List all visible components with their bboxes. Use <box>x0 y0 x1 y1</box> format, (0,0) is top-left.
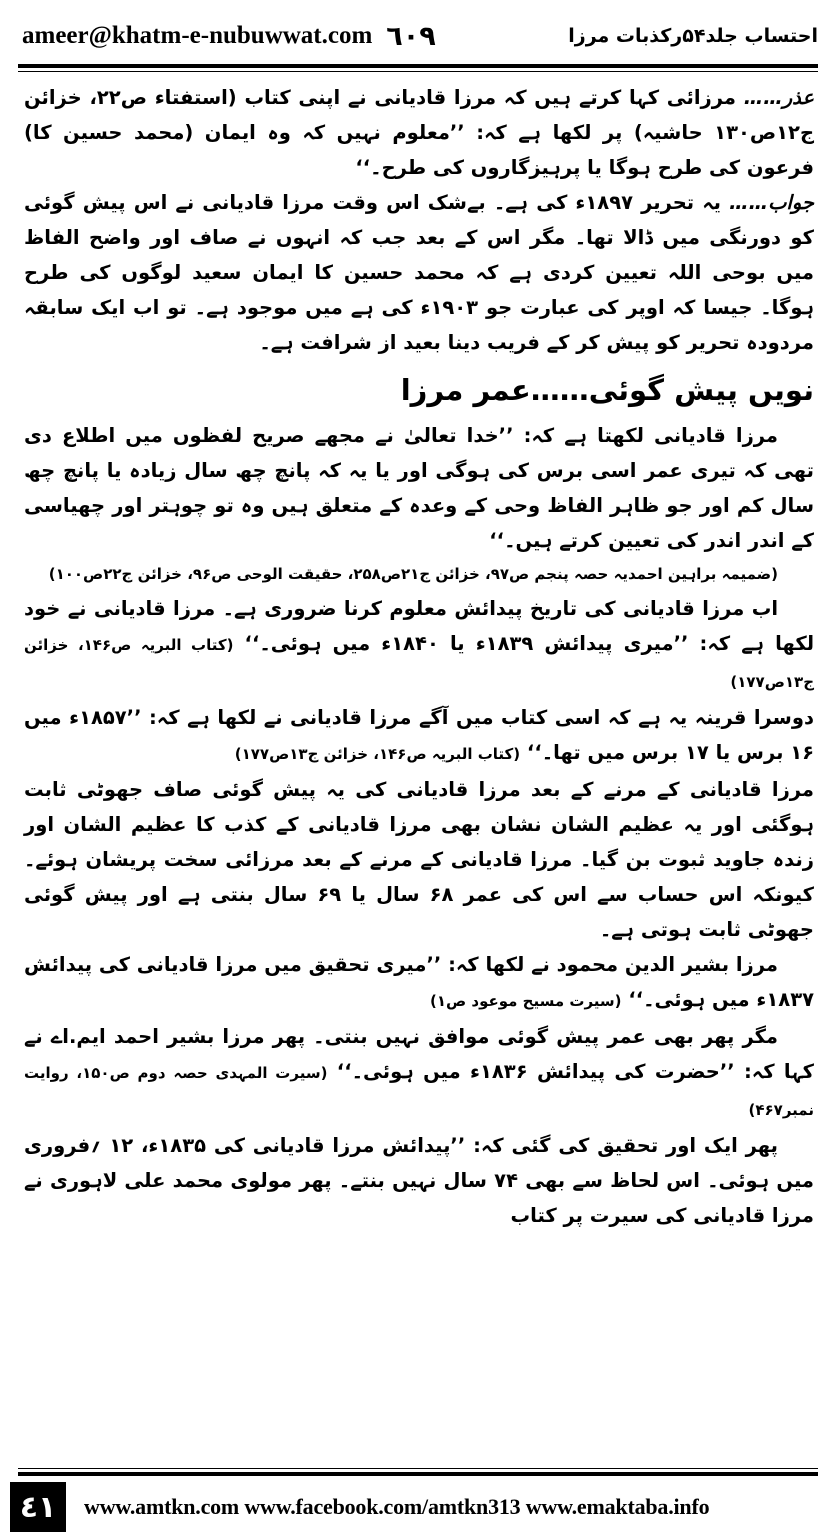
paragraph-second-evidence <box>24 700 814 772</box>
second-evidence-text: دوسرا قرینہ یہ ہے کہ اسی کتاب میں آگے مرزا قادیانی نے لکھا ہے کہ: ’’۱۸۵۷ء میں ۱۶ برس یا ۱۷ برس میں تھا۔‘‘ <box>24 706 814 764</box>
prophecy-reference: (ضمیمہ براہین احمدیہ حصہ پنجم ص۹۷، خزائن ج۲۱ص۲۵۸، حقیقت الوحی ص۹۶، خزائن ج۲۲ص۱۰۰) <box>48 565 778 583</box>
footer-folio: ٤١ <box>10 1482 66 1532</box>
paragraph-excuse <box>24 80 814 185</box>
birth-date-text: اب مرزا قادیانی کی تاریخ پیدائش معلوم کرنا ضروری ہے۔ مرزا قادیانی نے خود لکھا ہے کہ: ’’میری پیدائش ۱۸۳۹ء یا ۱۸۴۰ء میں ہوئی۔‘‘ <box>24 597 815 655</box>
paragraph-another-research <box>24 1128 814 1233</box>
footer-urls: www.amtkn.com www.facebook.com/amtkn313 www.emaktaba.info <box>84 1494 710 1519</box>
footer-rule <box>18 1468 818 1476</box>
answer-label: جواب…… <box>729 191 814 214</box>
header-book-title: احتساب جلد۵۴رکذبات مرزا <box>568 25 818 47</box>
after-death-text: مرزا قادیانی کے مرنے کے بعد مرزا قادیانی کی یہ پیش گوئی صاف جھوٹی ثابت ہوگئی اور یہ عظیم الشان نشان بھی مرزا قادیانی کے کذب کا عظیم الشان اور زندہ جاوید ثبوت بن گیا۔ مرزا قادیانی کے مرنے کے بعد مرزائی سخت پریشان ہوئے۔ کیونکہ اس حساب سے اس کی عمر ۶۸ سال یا ۶۹ سال بنتی ہے اور پیش گوئی جھوٹی ثابت ہوتی ہے۔ <box>24 778 815 941</box>
page-footer <box>0 1462 840 1540</box>
bashir-mahmood-reference: (سیرت مسیح موعود ص۱) <box>429 992 622 1010</box>
paragraph-after-death <box>24 772 814 947</box>
header-page-number: ٦٠٩ <box>386 20 436 52</box>
paragraph-answer <box>24 185 814 360</box>
prophecy-text: مرزا قادیانی لکھتا ہے کہ: ’’خدا تعالیٰ نے مجھے صریح لفظوں میں اطلاع دی تھی کہ تیری عمر اسی برس کی ہوگی اور یا یہ کہ پانچ چھ سال زیادہ یا پانچ چھ سال کم اور جو ظاہر الفاظ وحی کے وعدہ کے متعلق ہیں وہ تو چوہتر اور چھیاسی کے اندر اندر کی تعیین کرتے ہیں۔‘‘ <box>24 424 814 552</box>
second-evidence-reference: (کتاب البریہ ص۱۴۶، خزائن ج۱۳ص۱۷۷) <box>234 745 521 763</box>
paragraph-bashir-ahmad <box>24 1019 814 1128</box>
excuse-text: مرزائی کہا کرتے ہیں کہ مرزا قادیانی نے اپنی کتاب (استفتاء ص۲۲، خزائن ج۱۲ص۱۳۰ حاشیہ) پر لکھا ہے کہ: ’’معلوم نہیں کہ وہ ایمان (محمد حسین کا) فرعون کی طرح ہوگا یا پرہیزگاروں کی طرح۔‘‘ <box>24 86 814 179</box>
header-email: ameer@khatm-e-nubuwwat.com <box>22 22 373 49</box>
answer-text: یہ تحریر ۱۸۹۷ء کی ہے۔ بےشک اس وقت مرزا قادیانی نے اس پیش گوئی کو دورنگی میں ڈالا تھا۔ مگر اس کے بعد جب کہ انہوں نے صاف اور واضح الفاظ میں بوحی اللہ تعیین کردی ہے کہ محمد حسین کا ایمان سعید لوگوں کی طرح ہوگا۔ جیسا کہ اوپر کی عبارت جو ۱۹۰۳ء کی ہے میں موجود ہے۔ تو اب ایک سابقہ مردودہ تحریر کو پیش کر کے فریب دینا بعید از شرافت ہے۔ <box>24 191 814 354</box>
section-heading: نویں پیش گوئی……عمر مرزا <box>400 373 814 407</box>
another-research-text: پھر ایک اور تحقیق کی گئی کہ: ’’پیدائش مرزا قادیانی کی ۱۸۳۵ء، ۱۲ ؍فروری میں ہوئی۔ اس لحاظ سے بھی ۷۴ سال نہیں بنتے۔ پھر مولوی محمد علی لاہوری نے مرزا قادیانی کی سیرت پر کتاب <box>24 1134 814 1227</box>
bashir-ahmad-text: مگر پھر بھی عمر پیش گوئی موافق نہیں بنتی۔ پھر مرزا بشیر احمد ایم.اے نے کہا کہ: ’’حضرت کی پیدائش ۱۸۳۶ء میں ہوئی۔‘‘ <box>24 1025 814 1083</box>
birth-date-reference: (کتاب البریہ ص۱۴۶، خزائن ج۱۳ص۱۷۷) <box>24 636 814 691</box>
page-body <box>24 80 814 1233</box>
paragraph-birth-date <box>24 591 814 700</box>
header-rule <box>18 64 818 72</box>
excuse-label: عذر…… <box>743 86 814 109</box>
bashir-mahmood-text: مرزا بشیر الدین محمود نے لکھا کہ: ’’میری تحقیق میں مرزا قادیانی کی پیدائش ۱۸۳۷ء میں ہوئی۔‘‘ <box>24 953 814 1011</box>
paragraph-prophecy <box>24 418 814 591</box>
bashir-ahmad-reference: (سیرت المہدی حصہ دوم ص۱۵۰، روایت نمبر۴۶۷) <box>24 1064 814 1119</box>
header-left <box>22 21 436 52</box>
paragraph-bashir-mahmood <box>24 947 814 1019</box>
page-header <box>22 12 818 60</box>
